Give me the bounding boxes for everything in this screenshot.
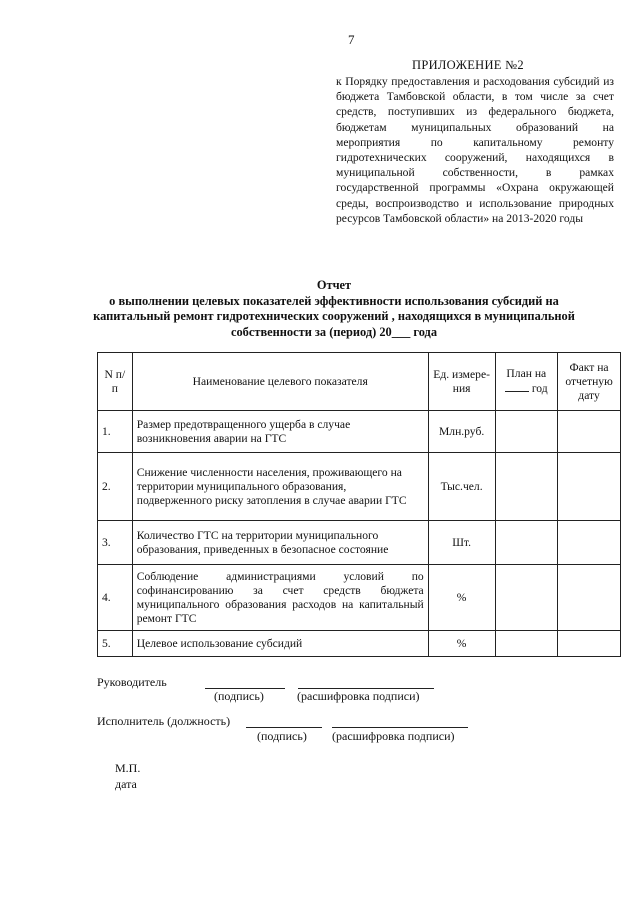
report-title-main: Отчет bbox=[316, 278, 352, 292]
header-plan-suffix: год bbox=[531, 382, 548, 395]
head-decode-caption: (расшифровка подписи) bbox=[297, 689, 420, 703]
stamp-block bbox=[115, 760, 140, 792]
row-name: Соблюдение администрациями условий по софинансированию за счет средств бюджета муниципального образования расходов на капитальный ремонт ГТС bbox=[132, 565, 428, 631]
row-name: Снижение численности населения, проживающего на территории муниципального образования, подверженного риску затопления в случае аварии ГТС bbox=[132, 453, 428, 521]
executor-sign-caption: (подпись) bbox=[257, 729, 307, 743]
row-plan-cell bbox=[495, 565, 558, 631]
table-header-row bbox=[98, 353, 621, 411]
row-unit: % bbox=[428, 631, 495, 657]
row-unit: % bbox=[428, 565, 495, 631]
header-unit: Ед. измере-ния bbox=[428, 353, 495, 411]
row-num: 4. bbox=[98, 565, 133, 631]
row-plan-cell bbox=[495, 521, 558, 565]
appendix-title: ПРИЛОЖЕНИЕ №2 bbox=[412, 58, 524, 72]
header-name: Наименование целевого показателя bbox=[132, 353, 428, 411]
row-unit: Тыс.чел. bbox=[428, 453, 495, 521]
page-number: 7 bbox=[348, 32, 355, 47]
row-num: 5. bbox=[98, 631, 133, 657]
executor-decode-line bbox=[332, 727, 468, 728]
report-title-subtitle: о выполнении целевых показателей эффективности использования субсидий на капитальный ремонт гидротехнических сооружений , находящихся в муниципальной собственности за (период) 20___ года bbox=[93, 293, 575, 339]
table-row bbox=[98, 411, 621, 453]
row-plan-cell bbox=[495, 631, 558, 657]
executor-decode-caption: (расшифровка подписи) bbox=[332, 729, 455, 743]
row-fact-cell bbox=[558, 411, 621, 453]
row-unit: Шт. bbox=[428, 521, 495, 565]
table-row bbox=[98, 453, 621, 521]
row-plan-cell bbox=[495, 453, 558, 521]
table-row bbox=[98, 631, 621, 657]
row-name: Количество ГТС на территории муниципального образования, приведенных в безопасное состояние bbox=[132, 521, 428, 565]
header-fact: Факт на отчетную дату bbox=[558, 353, 621, 411]
head-sign-caption: (подпись) bbox=[214, 689, 264, 703]
executor-sign-line bbox=[246, 727, 322, 728]
executor-label: Исполнитель (должность) bbox=[97, 714, 231, 728]
table-row bbox=[98, 565, 621, 631]
row-fact-cell bbox=[558, 453, 621, 521]
row-unit: Млн.руб. bbox=[428, 411, 495, 453]
row-fact-cell bbox=[558, 521, 621, 565]
row-fact-cell bbox=[558, 565, 621, 631]
table-row bbox=[98, 521, 621, 565]
report-title bbox=[84, 278, 584, 340]
row-name: Целевое использование субсидий bbox=[132, 631, 428, 657]
header-num: N п/п bbox=[98, 353, 133, 411]
appendix-text: к Порядку предоставления и расходования субсидий из бюджета Тамбовской области, в том числе за счет средств, поступивших из федерального бюджета, бюджетам муниципальных образований на мероприятия по капитальному ремонту гидротехнических сооружений, находящихся в муниципальной собственности, в рамках государственной программы «Охрана окружающей среды, воспроизводство и использование природных ресурсов Тамбовской области» на 2013-2020 годы bbox=[336, 75, 614, 225]
stamp-mp: М.П. bbox=[115, 761, 141, 775]
row-plan-cell bbox=[495, 411, 558, 453]
row-num: 1. bbox=[98, 411, 133, 453]
head-label: Руководитель bbox=[97, 675, 167, 689]
year-blank-line bbox=[505, 381, 529, 392]
indicators-table bbox=[97, 352, 621, 657]
row-num: 2. bbox=[98, 453, 133, 521]
row-fact-cell bbox=[558, 631, 621, 657]
row-num: 3. bbox=[98, 521, 133, 565]
row-name: Размер предотвращенного ущерба в случае возникновения аварии на ГТС bbox=[132, 411, 428, 453]
header-plan-prefix: План на bbox=[506, 367, 547, 380]
stamp-date: дата bbox=[115, 777, 137, 791]
header-plan bbox=[495, 353, 558, 411]
